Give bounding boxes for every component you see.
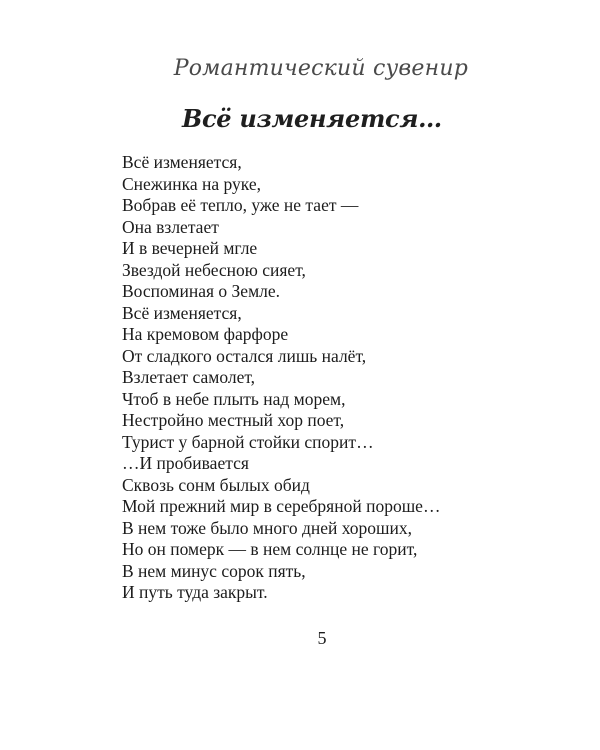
poem-line: Взлетает самолет, <box>122 367 256 387</box>
poem-line: В нем минус сорок пять, <box>122 560 306 581</box>
poem-line: Чтоб в небе плыть над морем, <box>122 388 346 409</box>
poem-line: …И пробивается <box>122 453 249 473</box>
poem-line: Всё изменяется, <box>122 302 242 323</box>
poem-title: Всё изменяется… <box>182 104 442 133</box>
poem-line: Звездой небесною сияет, <box>122 259 306 280</box>
poem-line: Турист у барной стойки спорит… <box>122 431 374 452</box>
poem-line: Она взлетает <box>122 216 219 237</box>
poem-line: От сладкого остался лишь налёт, <box>122 345 367 366</box>
poem-line: И в вечерней мгле <box>122 238 258 258</box>
poem-body <box>122 152 440 604</box>
poem-line: И путь туда закрыт. <box>122 582 268 602</box>
poem-line: Сквозь сонм былых обид <box>122 474 310 495</box>
poem-line: Мой прежний мир в серебряной пороше… <box>122 496 441 516</box>
poem-line: Вобрав её тепло, уже не тает — <box>122 195 359 215</box>
poem-line: Снежинка на руке, <box>122 173 261 194</box>
poem-line: Всё изменяется, <box>122 152 242 172</box>
poem-line: Воспоминая о Земле. <box>122 281 281 301</box>
poem-line: В нем тоже было много дней хороших, <box>122 517 413 538</box>
running-header: Романтический сувенир <box>173 56 468 81</box>
poem-line: Нестройно местный хор поет, <box>122 410 345 430</box>
poem-line: Но он померк — в нем солнце не горит, <box>122 539 418 559</box>
page-number: 5 <box>317 628 327 648</box>
poem-line: На кремовом фарфоре <box>122 324 289 344</box>
